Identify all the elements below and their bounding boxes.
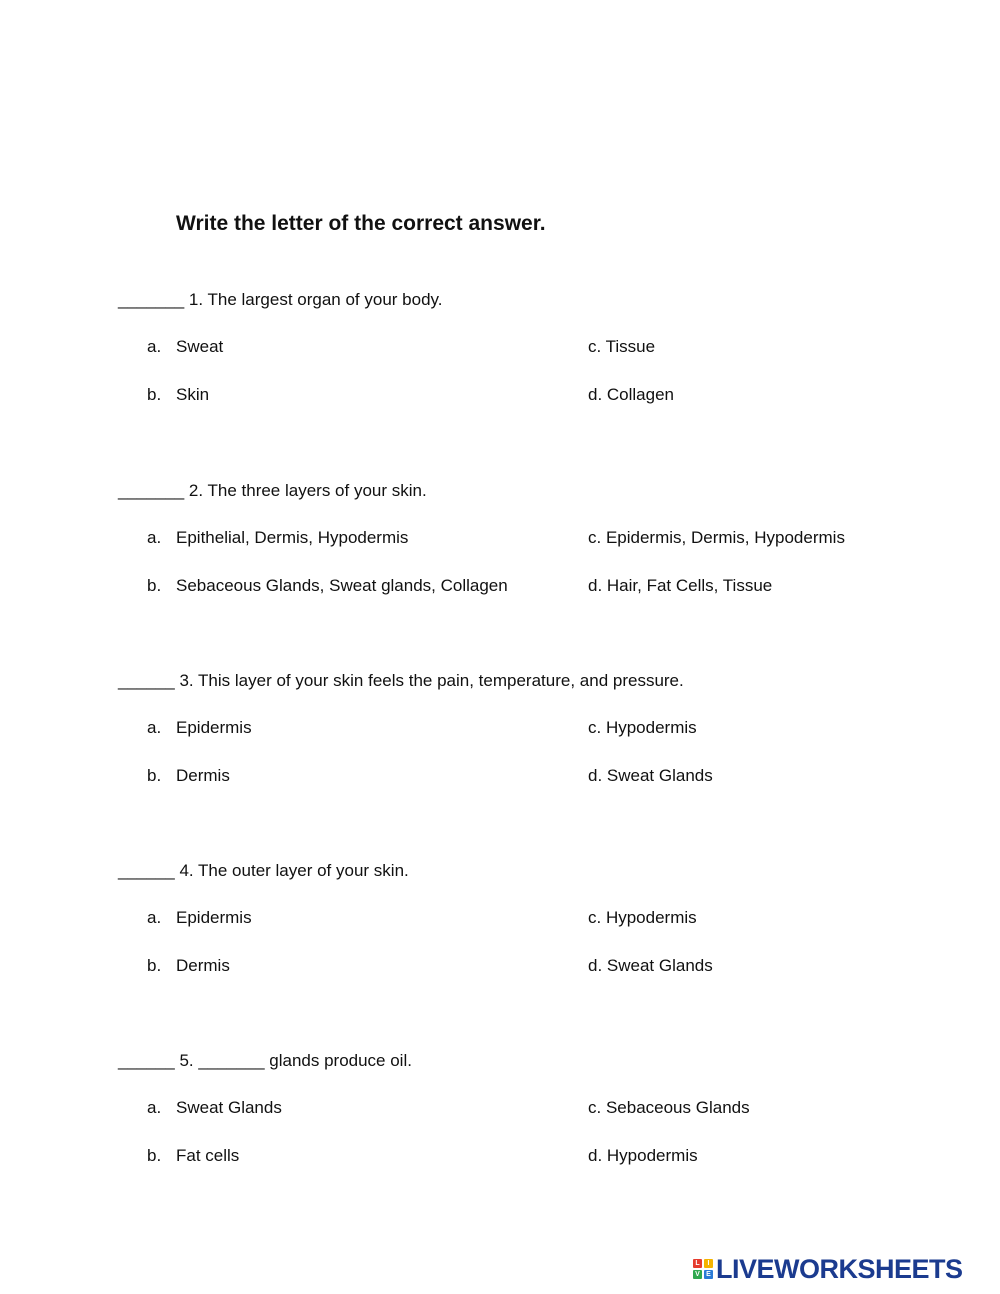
question-text: _______ 1. The largest organ of your body. <box>118 290 443 309</box>
question-5 <box>118 1051 918 1221</box>
option-a: a. Epithelial, Dermis, Hypodermis <box>147 528 409 547</box>
option-c: c. Epidermis, Dermis, Hypodermis <box>588 528 845 547</box>
question-2 <box>118 481 918 651</box>
option-d: d. Hypodermis <box>588 1146 698 1165</box>
liveworksheets-logo <box>693 1254 963 1284</box>
option-a: a. Epidermis <box>147 718 252 737</box>
logo-text: LIVEWORKSHEETS <box>716 1253 963 1284</box>
option-b: b. Sebaceous Glands, Sweat glands, Collagen <box>147 576 508 595</box>
logo-mark-icon: L I V E <box>693 1259 713 1279</box>
question-1 <box>118 290 918 460</box>
question-4 <box>118 861 918 1031</box>
option-d: d. Collagen <box>588 385 675 404</box>
question-text: _______ 2. The three layers of your skin. <box>118 481 427 500</box>
option-c: c. Sebaceous Glands <box>588 1098 750 1117</box>
option-b: b. Skin <box>147 385 210 404</box>
question-text: ______ 5. _______ glands produce oil. <box>118 1051 412 1070</box>
question-3 <box>118 671 918 841</box>
option-d: d. Sweat Glands <box>588 956 713 975</box>
option-a: a. Sweat <box>147 337 224 356</box>
question-text: ______ 3. This layer of your skin feels the pain, temperature, and pressure. <box>118 671 684 690</box>
option-d: d. Sweat Glands <box>588 766 713 785</box>
option-d: d. Hair, Fat Cells, Tissue <box>588 576 773 595</box>
option-b: b. Dermis <box>147 956 230 975</box>
option-a: a. Sweat Glands <box>147 1098 282 1117</box>
option-c: c. Hypodermis <box>588 718 697 737</box>
option-c: c. Hypodermis <box>588 908 697 927</box>
worksheet-title: Write the letter of the correct answer. <box>176 212 546 235</box>
option-b: b. Dermis <box>147 766 230 785</box>
option-c: c. Tissue <box>588 337 656 356</box>
option-b: b. Fat cells <box>147 1146 240 1165</box>
question-text: ______ 4. The outer layer of your skin. <box>118 861 409 880</box>
option-a: a. Epidermis <box>147 908 252 927</box>
